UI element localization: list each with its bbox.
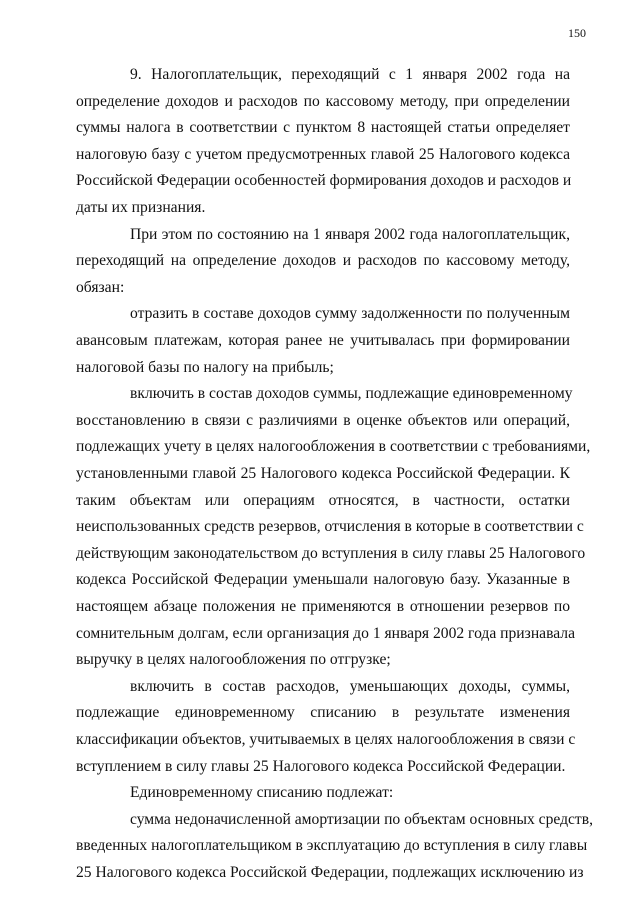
- text-line: 9. Налогоплательщик, переходящий с 1 января 2002 года на: [130, 66, 570, 83]
- text-line: восстановлению в связи с различиями в оценке объектов или операций,: [76, 411, 570, 429]
- text-line: отразить в составе доходов сумму задолженности по полученным: [130, 305, 570, 323]
- text-line: При этом по состоянию на 1 января 2002 года налогоплательщик,: [130, 225, 570, 243]
- text-line: суммы налога в соответствии с пунктом 8 настоящей статьи определяет: [76, 119, 570, 137]
- text-line: даты их признания.: [76, 199, 206, 216]
- text-line: кодекса Российской Федерации уменьшали налоговую базу. Указанные в: [76, 571, 570, 589]
- text-line: Российской Федерации особенностей формирования доходов и расходов и: [76, 172, 572, 190]
- text-line: подлежащих учету в целях налогообложения в соответствии с требованиями,: [76, 438, 591, 456]
- text-line: налоговую базу с учетом предусмотренных главой 25 Налогового кодекса: [76, 145, 570, 163]
- text-line: Единовременному списанию подлежат:: [130, 784, 394, 802]
- text-line: определение доходов и расходов по кассовому методу, при определении: [76, 92, 570, 110]
- text-line: налоговой базы по налогу на прибыль;: [76, 358, 334, 376]
- text-line: переходящий на определение доходов и расходов по кассовому методу,: [76, 252, 570, 270]
- text-line: включить в состав расходов, уменьшающих доходы, суммы,: [130, 677, 570, 695]
- text-line: включить в состав доходов суммы, подлежащие единовременному: [130, 385, 573, 403]
- text-line: выручку в целях налогообложения по отгрузке;: [76, 651, 391, 669]
- text-line: сумма недоначисленной амортизации по объектам основных средств,: [130, 810, 594, 828]
- text-line: авансовым платежам, которая ранее не учитывалась при формировании: [76, 332, 570, 349]
- text-line: действующим законодательством до вступления в силу главы 25 Налогового: [76, 544, 586, 562]
- text-line: сомнительным долгам, если организация до 1 января 2002 года признавала: [76, 624, 575, 642]
- text-line: 25 Налогового кодекса Российской Федерации, подлежащих исключению из: [76, 864, 584, 881]
- text-line: вступлением в силу главы 25 Налогового кодекса Российской Федерации.: [76, 757, 566, 775]
- text-line: настоящем абзаце положения не применяются в отношении резервов по: [76, 598, 570, 615]
- text-line: подлежащие единовременному списанию в результате изменения: [76, 704, 570, 722]
- text-line: таким объектам или операциям относятся, в частности, остатки: [76, 491, 570, 509]
- text-line: классификации объектов, учитываемых в целях налогообложения в связи с: [76, 731, 576, 748]
- text-line: обязан:: [76, 278, 125, 296]
- text-line: установленными главой 25 Налогового кодекса Российской Федерации. К: [76, 465, 570, 482]
- text-line: введенных налогоплательщиком в эксплуатацию до вступления в силу главы: [76, 837, 588, 855]
- page-number: 150: [568, 26, 586, 40]
- text-line: неиспользованных средств резервов, отчисления в которые в соответствии с: [76, 518, 584, 536]
